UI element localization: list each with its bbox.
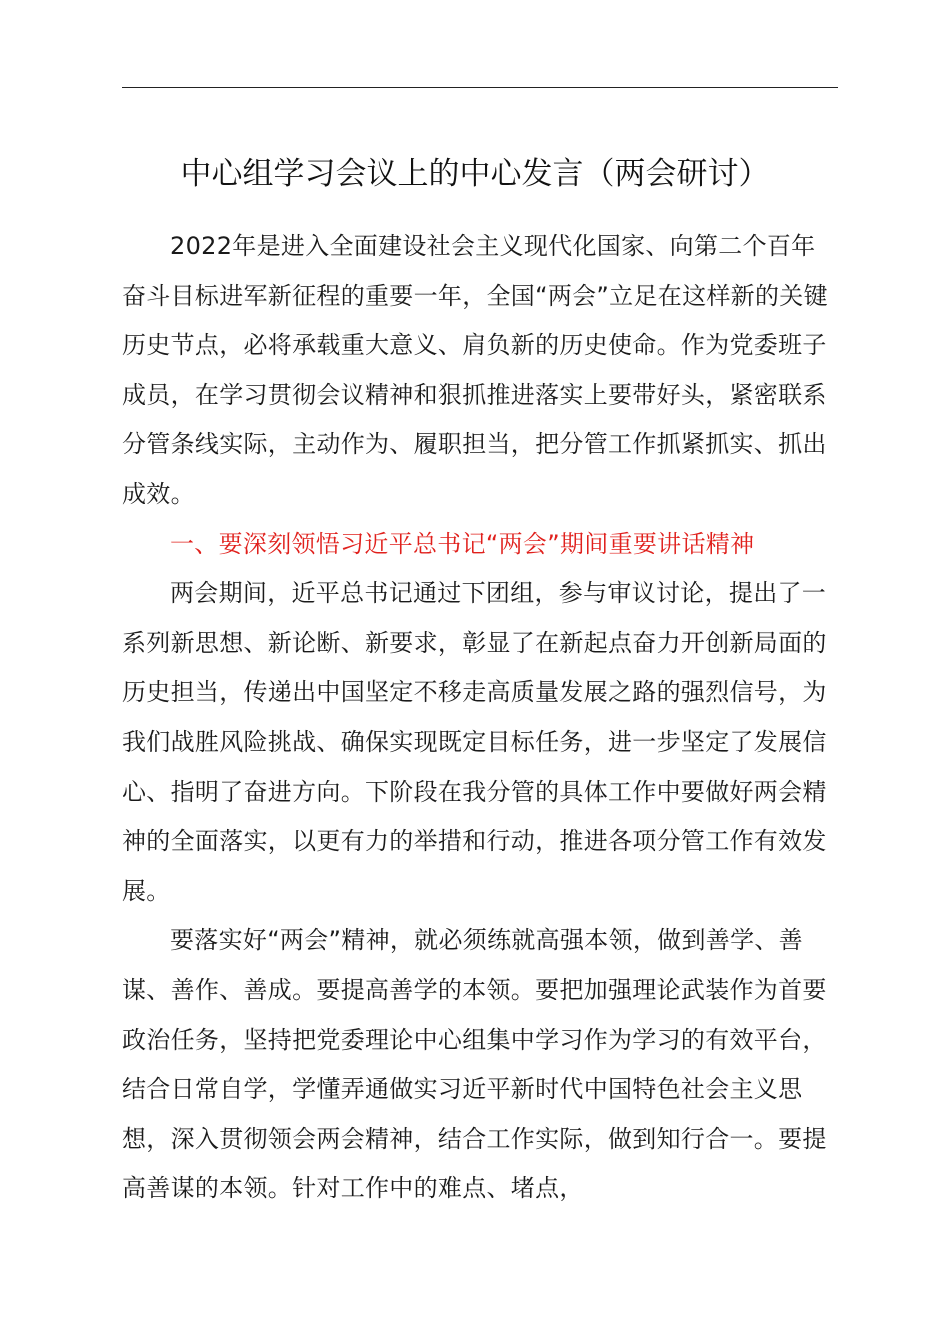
document-body bbox=[122, 222, 838, 1214]
document-title: 中心组学习会议上的中心发言（两会研讨） bbox=[180, 156, 770, 192]
body-paragraph: 两会期间，近平总书记通过下团组，参与审议讨论，提出了一系列新思想、新论断、新要求，彰显了在新起点奋力开创新局面的历史担当，传递出中国坚定不移走高质量发展之路的强烈信号，为我们战胜风险挑战、确保实现既定目标任务，进一步坚定了发展信心、指明了奋进方向。下阶段在我分管的具体工作中要做好两会精神的全面落实，以更有力的举措和行动，推进各项分管工作有效发展。 bbox=[122, 579, 827, 905]
intro-paragraph: 2022年是进入全面建设社会主义现代化国家、向第二个百年奋斗目标进军新征程的重要一年，全国“两会”立足在这样新的关键历史节点，必将承载重大意义、肩负新的历史使命。作为党委班子成员，在学习贯彻会议精神和狠抓推进落实上要带好头，紧密联系分管条线实际，主动作为、履职担当，把分管工作抓紧抓实、抓出成效。 bbox=[122, 232, 828, 508]
body-paragraph: 要落实好“两会”精神，就必须练就高强本领，做到善学、善谋、善作、善成。要提高善学的本领。要把加强理论武装作为首要政治任务，坚持把党委理论中心组集中学习作为学习的有效平台，结合日常自学，学懂弄通做实习近平新时代中国特色社会主义思想，深入贯彻领会两会精神，结合工作实际，做到知行合一。要提高善谋的本领。针对工作中的难点、堵点， bbox=[122, 926, 827, 1203]
section-heading-1: 一、要深刻领悟习近平总书记“两会”期间重要讲话精神 bbox=[170, 529, 755, 558]
header-rule bbox=[122, 87, 838, 88]
